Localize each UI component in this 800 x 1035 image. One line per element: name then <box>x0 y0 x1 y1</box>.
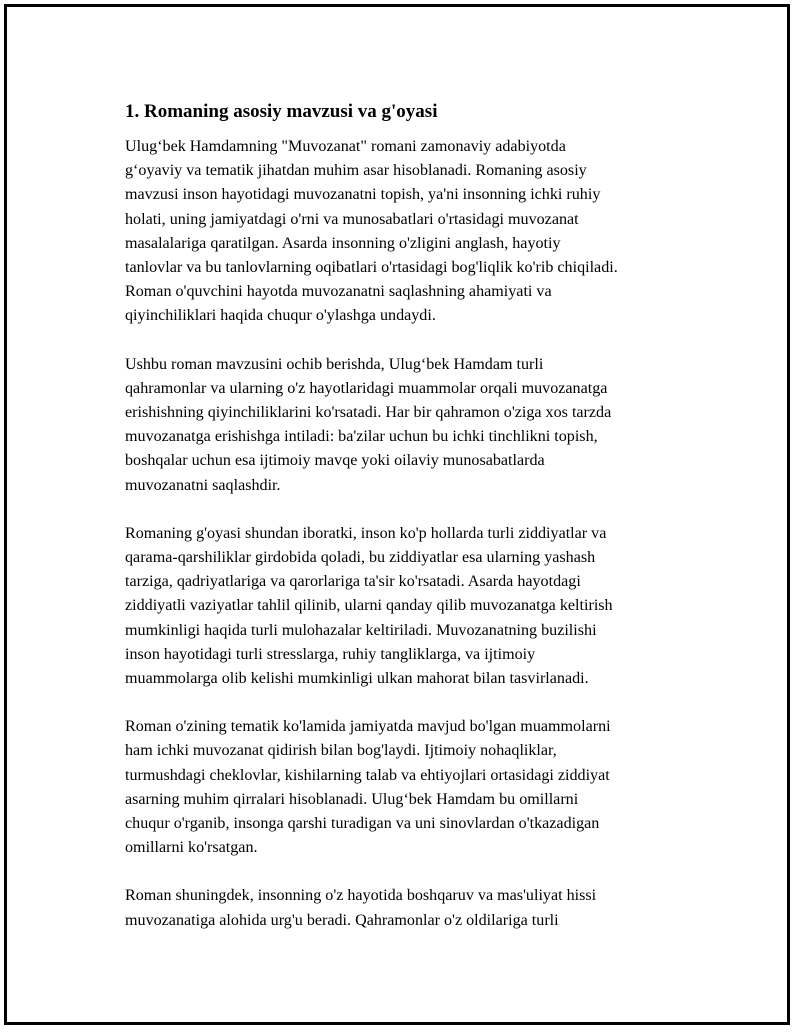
paragraph-line: muvozanatni saqlashdir. <box>125 476 281 494</box>
paragraph-line: asarning muhim qirralari hisoblanadi. Ulug‘bek Hamdam bu omillarni <box>125 790 579 808</box>
paragraph-line: mumkinligi haqida turli mulohazalar keltiriladi. Muvozanatning buzilishi <box>125 621 597 639</box>
paragraph-line: qiyinchiliklari haqida chuqur o'ylashga undaydi. <box>125 307 436 325</box>
paragraph-line: tanlovlar va bu tanlovlarning oqibatlari o'rtasidagi bog'liqlik ko'rib chiqiladi. <box>125 259 618 277</box>
paragraph-line: Roman o'zining tematik ko'lamida jamiyatda mavjud bo'lgan muammolarni <box>125 718 611 736</box>
page-frame <box>4 4 790 1025</box>
paragraph-line: muvozanatiga alohida urg'u beradi. Qahramonlar o'z oldilariga turli <box>125 911 559 929</box>
paragraph-line: Ulug‘bek Hamdamning "Muvozanat" romani zamonaviy adabiyotda <box>125 138 566 155</box>
paragraph-line: boshqalar uchun esa ijtimoiy mavqe yoki oilaviy munosabatlarda <box>125 452 545 470</box>
paragraph <box>125 353 697 498</box>
paragraph <box>125 522 697 691</box>
paragraph-line: Ushbu roman mavzusini ochib berishda, Ulug‘bek Hamdam turli <box>125 355 544 373</box>
paragraph-line: chuqur o'rganib, insonga qarshi turadigan va uni sinovlardan o'tkazadigan <box>125 815 600 833</box>
paragraph <box>125 135 697 329</box>
paragraph-line: Roman o'quvchini hayotda muvozanatni saqlashning ahamiyati va <box>125 283 552 301</box>
paragraph-line: masalalariga qaratilgan. Asarda insonning o'zligini anglash, hayotiy <box>125 234 561 252</box>
paragraph-line: tarziga, qadriyatlariga va qarorlariga ta'sir ko'rsatadi. Asarda hayotdagi <box>125 573 581 591</box>
paragraph-line: g‘oyaviy va tematik jihatdan muhim asar hisoblanadi. Romaning asosiy <box>125 162 587 180</box>
paragraph-line: muammolarga olib kelishi mumkinligi ulkan mahorat bilan tasvirlanadi. <box>125 670 589 688</box>
paragraph-list <box>125 135 697 933</box>
document-body <box>125 100 697 957</box>
paragraph-line: holati, uning jamiyatdagi o'rni va munosabatlari o'rtasidagi muvozanat <box>125 210 579 228</box>
paragraph-line: mavzusi inson hayotidagi muvozanatni topish, ya'ni insonning ichki ruhiy <box>125 186 601 204</box>
paragraph-line: qarama-qarshiliklar girdobida qoladi, bu ziddiyatlar esa ularning yashash <box>125 549 596 567</box>
paragraph-line: erishishning qiyinchiliklarini ko'rsatadi. Har bir qahramon o'ziga xos tarzda <box>125 404 612 422</box>
paragraph-line: qahramonlar va ularning o'z hayotlaridagi muammolar orqali muvozanatga <box>125 379 608 397</box>
section-heading: 1. Romaning asosiy mavzusi va g'oyasi <box>125 101 438 122</box>
paragraph-line: turmushdagi cheklovlar, kishilarning talab va ehtiyojlari ortasidagi ziddiyat <box>125 766 610 784</box>
paragraph-line: Roman shuningdek, insonning o'z hayotida boshqaruv va mas'uliyat hissi <box>125 887 597 905</box>
paragraph <box>125 884 697 932</box>
paragraph-line: ziddiyatli vaziyatlar tahlil qilinib, ularni qanday qilib muvozanatga keltirish <box>125 597 613 615</box>
paragraph-line: Romaning g'oyasi shundan iboratki, inson ko'p hollarda turli ziddiyatlar va <box>125 524 607 542</box>
paragraph-line: inson hayotidagi turli stresslarga, ruhiy tangliklarga, va ijtimoiy <box>125 645 536 663</box>
paragraph-line: omillarni ko'rsatgan. <box>125 839 258 857</box>
paragraph-line: ham ichki muvozanat qidirish bilan bog'laydi. Ijtimoiy nohaqliklar, <box>125 742 557 760</box>
paragraph-line: muvozanatga erishishga intiladi: ba'zilar uchun bu ichki tinchlikni topish, <box>125 428 598 446</box>
paragraph <box>125 715 697 860</box>
